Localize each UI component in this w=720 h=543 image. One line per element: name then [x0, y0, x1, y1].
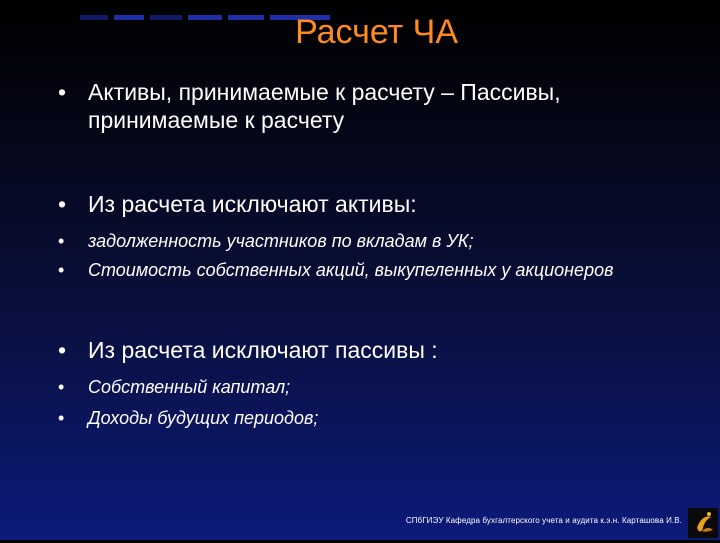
bullet-list: [58, 72, 698, 432]
bullet-excluded-assets-heading: • Из расчета исключают активы:: [58, 190, 698, 218]
university-logo-icon: [688, 508, 718, 538]
bullet-own-shares: • Стоимость собственных акций, выкупеленных у акционеров: [58, 257, 668, 284]
bullet-excluded-liabilities-heading: • Из расчета исключают пассивы :: [58, 336, 698, 364]
bullet-deferred-income: • Доходы будущих периодов;: [58, 405, 698, 432]
slide-title: Расчет ЧА: [295, 13, 458, 51]
bullet-equity: • Собственный капитал;: [58, 374, 698, 401]
slide-footer: СПбГИЭУ Кафедра бухгалтерского учета и аудита к.э.н. Карташова И.В.: [405, 516, 682, 525]
bullet-assets-minus-liabilities: • Активы, принимаемые к расчету – Пассивы, принимаемые к расчету: [58, 78, 568, 134]
bullet-participant-debt: • задолженность участников по вкладам в УК;: [58, 228, 698, 255]
